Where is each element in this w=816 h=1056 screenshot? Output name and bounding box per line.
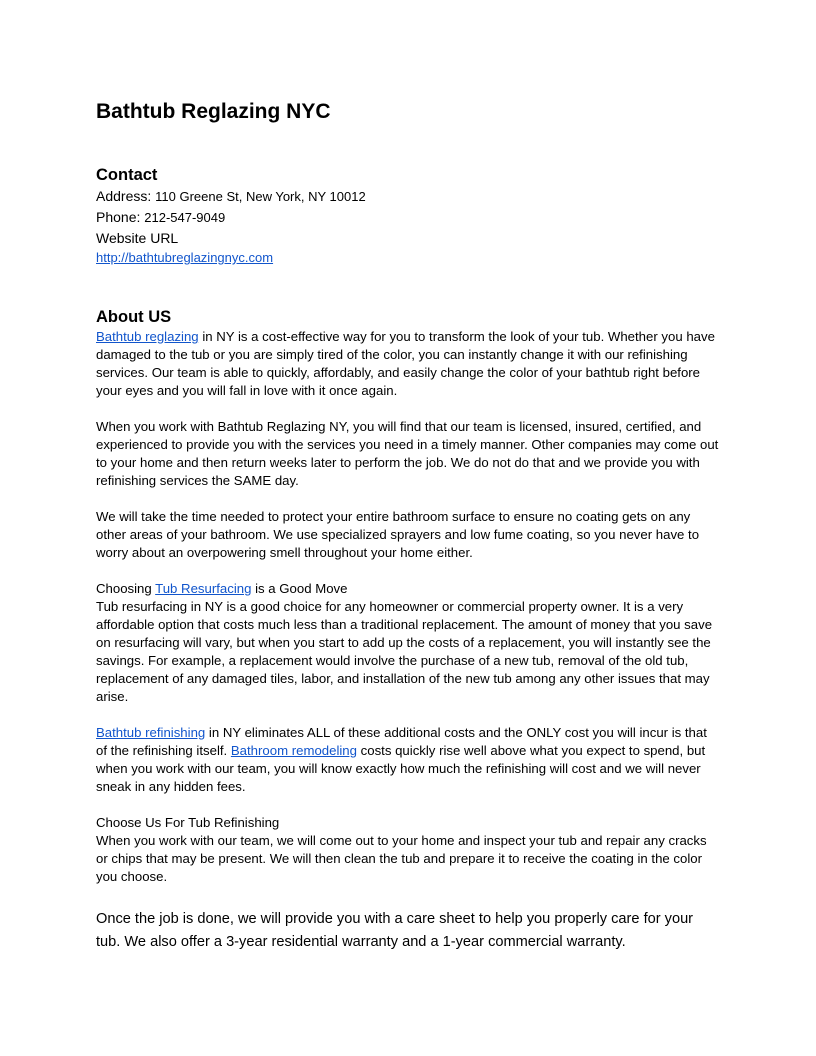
paragraph-5-text-2: costs quickly rise well above what you expect to spend, but when you work with our team, you will know exactly how much the refinishing will cost and we will never sneak in any hidden fees. bbox=[96, 743, 706, 794]
subheading-choose-us: Choose Us For Tub Refinishing bbox=[96, 815, 280, 830]
about-paragraph-1 bbox=[96, 328, 721, 400]
paragraph-gap bbox=[96, 796, 721, 814]
bathtub-reglazing-link[interactable]: Bathtub reglazing bbox=[96, 329, 199, 344]
about-paragraph-6: When you work with our team, we will come out to your home and inspect your tub and repair any cracks or chips that may be present. We will then clean the tub and prepare it to receive the coating in the color you choose. bbox=[96, 833, 707, 884]
phone-line bbox=[96, 207, 366, 228]
paragraph-1-text: in NY is a cost-effective way for you to transform the look of your tub. Whether you have damaged to the tub or you are simply tired of the color, you can instantly change it with our refinishing services. Our team is able to quickly, affordably, and easily change the color of your bathtub right before your eyes and you will fall in love with it once again. bbox=[96, 329, 715, 398]
page-title: Bathtub Reglazing NYC bbox=[96, 100, 331, 123]
website-line bbox=[96, 248, 366, 268]
bathroom-remodeling-link[interactable]: Bathroom remodeling bbox=[230, 743, 357, 758]
about-paragraph-3: We will take the time needed to protect your entire bathroom surface to ensure no coating gets on any other areas of your bathroom. We use specialized sprayers and low fume coating, so you never have to worry about an overpowering smell throughout your home either. bbox=[96, 509, 700, 560]
subheading-text-after: is a Good Move bbox=[251, 581, 348, 596]
about-paragraph-2: When you work with Bathtub Reglazing NY, you will find that our team is licensed, insured, certified, and experienced to provide you with the services you need in a timely manner. Other companies may come out to your home and then return weeks later to perform the job. We do not do that and we provide you with refinishing services the SAME day. bbox=[96, 419, 719, 488]
website-link[interactable]: http://bathtubreglazingnyc.com bbox=[96, 250, 274, 265]
about-paragraph-4: Tub resurfacing in NY is a good choice for any homeowner or commercial property owner. It is a very affordable option that costs much less than a traditional replacement. The amount of money that you save on resurfacing will vary, but when you start to add up the costs of a replacement, you will instantly see the savings. For example, a replacement would involve the purchase of a new tub, removal of the old tub, replacement of any damaged tiles, labor, and installation of the new tub among any other issues that may arise. bbox=[96, 599, 713, 704]
paragraph-gap bbox=[96, 706, 721, 724]
subheading-tub-resurfacing bbox=[96, 580, 721, 598]
address-value: 110 Greene St, New York, NY 10012 bbox=[155, 189, 366, 204]
about-paragraph-7: Once the job is done, we will provide you with a care sheet to help you properly care for your tub. We also offer a 3-year residential warranty and a 1-year commercial warranty. bbox=[96, 911, 694, 950]
phone-label: Phone: bbox=[96, 209, 141, 225]
about-heading: About US bbox=[96, 308, 172, 326]
website-label: Website URL bbox=[96, 230, 179, 246]
subheading-text-before: Choosing bbox=[96, 581, 156, 596]
contact-heading: Contact bbox=[96, 166, 158, 184]
contact-section bbox=[96, 164, 366, 268]
bathtub-refinishing-link[interactable]: Bathtub refinishing bbox=[96, 725, 206, 740]
about-paragraph-5 bbox=[96, 724, 721, 796]
paragraph-gap bbox=[96, 562, 721, 580]
about-section bbox=[96, 306, 721, 953]
address-line bbox=[96, 186, 366, 207]
paragraph-gap bbox=[96, 886, 721, 904]
phone-value: 212-547-9049 bbox=[144, 210, 226, 225]
address-label: Address: bbox=[96, 188, 152, 204]
paragraph-5-text-1: in NY eliminates ALL of these additional costs and the ONLY cost you will incur is that of the refinishing itself. bbox=[96, 725, 707, 758]
tub-resurfacing-link[interactable]: Tub Resurfacing bbox=[155, 581, 252, 596]
paragraph-gap bbox=[96, 490, 721, 508]
paragraph-gap bbox=[96, 400, 721, 418]
